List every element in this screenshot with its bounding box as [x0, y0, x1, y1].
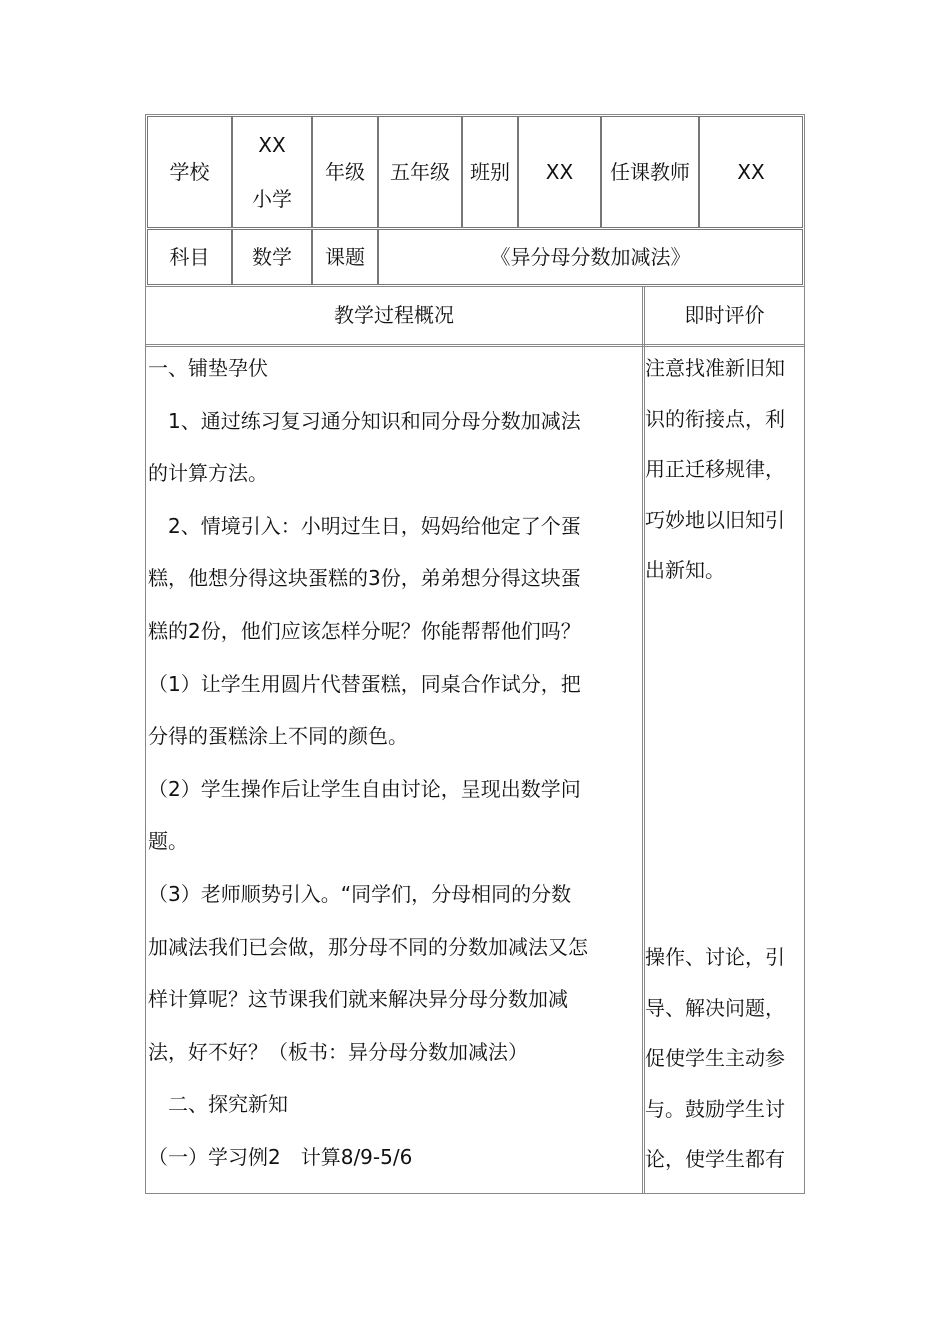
- process-line: 一、铺垫孕伏: [148, 356, 268, 380]
- grade-label: 年级: [325, 159, 365, 184]
- process-header: 教学过程概况: [334, 303, 454, 327]
- teacher-label: 任课教师: [610, 159, 690, 184]
- eval-line: 巧妙地以旧知引: [645, 507, 785, 532]
- class-label-cell: [462, 116, 518, 228]
- school-label: 学校: [169, 159, 210, 184]
- process-line: 1、通过练习复习通分知识和同分母分数加减法: [148, 408, 581, 433]
- eval-line: 论，使学生都有: [645, 1147, 785, 1171]
- process-line: （2）学生操作后让学生自由讨论，呈现出数学问: [148, 776, 581, 801]
- eval-block-2: [645, 932, 785, 1185]
- process-line: 2、情境引入：小明过生日，妈妈给他定了个蛋: [148, 513, 581, 538]
- subject-value: 数学: [252, 244, 292, 269]
- process-line: 加减法我们已会做，那分母不同的分数加减法又怎: [148, 934, 588, 959]
- topic-value: 《异分母分数加减法》: [490, 244, 691, 269]
- process-header-cell: [146, 287, 642, 344]
- eval-line: 注意找准新旧知: [645, 356, 785, 380]
- process-line: 的计算方法。: [148, 461, 268, 486]
- class-label: 班别: [470, 159, 510, 184]
- process-line: （一）学习例2 计算8/9-5/6: [148, 1144, 413, 1169]
- eval-block-1: [645, 343, 785, 596]
- process-line: 样计算呢？这节课我们就来解决异分母分数加减: [148, 987, 568, 1012]
- process-line: （1）让学生用圆片代替蛋糕，同桌合作试分，把: [148, 671, 581, 696]
- subject-value-cell: [232, 229, 312, 285]
- class-value: XX: [545, 159, 574, 184]
- school-value-line1: XX: [258, 133, 286, 157]
- process-line: 二、探究新知: [148, 1092, 288, 1117]
- process-line: 糕，他想分得这块蛋糕的3份，弟弟想分得这块蛋: [148, 566, 581, 591]
- topic-value-cell: [378, 229, 803, 285]
- eval-line: 与。鼓励学生讨: [645, 1096, 785, 1121]
- subject-label: 科目: [169, 244, 210, 269]
- eval-line: 用正迁移规律，: [645, 457, 785, 481]
- eval-line: 操作、讨论，引: [645, 945, 785, 969]
- grade-value: 五年级: [390, 159, 450, 184]
- eval-line: 促使学生主动参: [645, 1046, 785, 1070]
- school-label-cell: [147, 116, 232, 228]
- eval-header-cell: [645, 287, 804, 344]
- subject-label-cell: [147, 229, 232, 285]
- eval-header: 即时评价: [684, 303, 765, 327]
- process-line: 题。: [148, 829, 188, 854]
- eval-line: 出新知。: [645, 558, 725, 582]
- process-line: （3）老师顺势引入。“同学们，分母相同的分数: [148, 881, 572, 906]
- teacher-value-cell: [699, 116, 803, 228]
- teacher-label-cell: [601, 116, 699, 228]
- school-value-line2: 小学: [252, 187, 292, 211]
- process-line: 糕的2份，他们应该怎样分呢？你能帮帮他们吗？: [148, 618, 581, 643]
- teaching-process-table: [145, 287, 805, 1194]
- eval-line: 导、解决问题，: [645, 995, 785, 1020]
- process-line: 法，好不好？（板书：异分母分数加减法）: [148, 1039, 528, 1064]
- eval-line: 识的衔接点，利: [645, 406, 785, 431]
- school-value-cell: [232, 116, 312, 228]
- process-content: [148, 342, 588, 1184]
- lesson-info-table: [145, 114, 805, 287]
- process-line: 分得的蛋糕涂上不同的颜色。: [148, 724, 408, 749]
- grade-label-cell: [312, 116, 378, 228]
- topic-label-cell: [312, 229, 378, 285]
- topic-label: 课题: [325, 244, 365, 269]
- grade-value-cell: [378, 116, 462, 228]
- teacher-value: XX: [737, 159, 765, 184]
- class-value-cell: [518, 116, 601, 228]
